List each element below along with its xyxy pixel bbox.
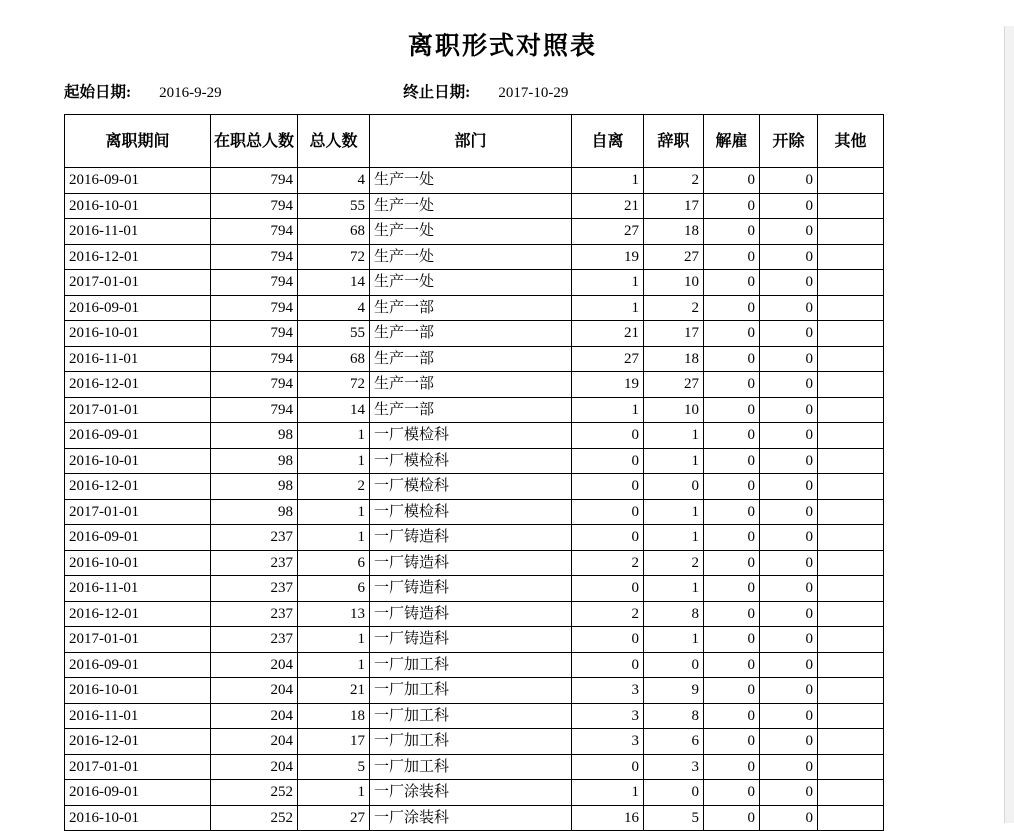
cell-self-leave: 0 [572, 652, 644, 678]
cell-expelled: 0 [760, 525, 818, 551]
cell-resign: 10 [644, 397, 704, 423]
cell-count: 5 [298, 754, 370, 780]
cell-period: 2016-11-01 [65, 703, 211, 729]
cell-other [818, 346, 884, 372]
cell-period: 2016-09-01 [65, 423, 211, 449]
end-date-label: 终止日期: [403, 84, 471, 101]
cell-period: 2016-10-01 [65, 448, 211, 474]
cell-self-leave: 0 [572, 448, 644, 474]
cell-total-employees: 794 [211, 372, 298, 398]
table-row [65, 525, 884, 551]
cell-expelled: 0 [760, 474, 818, 500]
cell-department: 一厂铸造科 [370, 576, 572, 602]
cell-total-employees: 237 [211, 601, 298, 627]
cell-total-employees: 98 [211, 423, 298, 449]
cell-count: 1 [298, 423, 370, 449]
cell-resign: 2 [644, 550, 704, 576]
cell-period: 2016-11-01 [65, 576, 211, 602]
cell-resign: 1 [644, 423, 704, 449]
cell-department: 生产一处 [370, 219, 572, 245]
cell-total-employees: 204 [211, 678, 298, 704]
cell-department: 生产一部 [370, 397, 572, 423]
cell-total-employees: 204 [211, 652, 298, 678]
end-date-value: 2017-10-29 [498, 85, 569, 101]
cell-dismissal: 0 [704, 423, 760, 449]
cell-other [818, 270, 884, 296]
cell-expelled: 0 [760, 627, 818, 653]
cell-self-leave: 3 [572, 678, 644, 704]
cell-total-employees: 794 [211, 397, 298, 423]
cell-dismissal: 0 [704, 448, 760, 474]
cell-period: 2017-01-01 [65, 754, 211, 780]
table-row [65, 346, 884, 372]
cell-period: 2016-09-01 [65, 525, 211, 551]
cell-period: 2017-01-01 [65, 627, 211, 653]
cell-resign: 1 [644, 499, 704, 525]
cell-other [818, 193, 884, 219]
table-row [65, 270, 884, 296]
table-row [65, 652, 884, 678]
cell-count: 14 [298, 397, 370, 423]
cell-dismissal: 0 [704, 678, 760, 704]
table-row [65, 321, 884, 347]
cell-period: 2016-10-01 [65, 550, 211, 576]
cell-resign: 3 [644, 754, 704, 780]
resignation-table [64, 114, 884, 831]
cell-count: 1 [298, 525, 370, 551]
column-header-dismissal: 解雇 [704, 115, 760, 168]
cell-dismissal: 0 [704, 703, 760, 729]
cell-dismissal: 0 [704, 219, 760, 245]
cell-other [818, 550, 884, 576]
cell-period: 2016-10-01 [65, 678, 211, 704]
cell-dismissal: 0 [704, 499, 760, 525]
cell-expelled: 0 [760, 397, 818, 423]
cell-count: 1 [298, 652, 370, 678]
cell-department: 一厂铸造科 [370, 525, 572, 551]
cell-self-leave: 27 [572, 219, 644, 245]
cell-period: 2016-10-01 [65, 805, 211, 831]
cell-resign: 27 [644, 244, 704, 270]
cell-dismissal: 0 [704, 270, 760, 296]
cell-other [818, 729, 884, 755]
cell-dismissal: 0 [704, 372, 760, 398]
cell-expelled: 0 [760, 168, 818, 194]
cell-total-employees: 204 [211, 729, 298, 755]
table-row [65, 219, 884, 245]
table-row [65, 474, 884, 500]
cell-expelled: 0 [760, 780, 818, 806]
cell-expelled: 0 [760, 219, 818, 245]
cell-expelled: 0 [760, 678, 818, 704]
cell-total-employees: 794 [211, 295, 298, 321]
cell-department: 生产一处 [370, 244, 572, 270]
cell-dismissal: 0 [704, 780, 760, 806]
table-row [65, 423, 884, 449]
cell-other [818, 321, 884, 347]
table-row [65, 550, 884, 576]
cell-resign: 17 [644, 321, 704, 347]
cell-resign: 0 [644, 780, 704, 806]
cell-count: 55 [298, 193, 370, 219]
cell-resign: 6 [644, 729, 704, 755]
page-title: 离职形式对照表 [407, 33, 597, 60]
cell-other [818, 576, 884, 602]
column-header-resign: 辞职 [644, 115, 704, 168]
cell-other [818, 601, 884, 627]
column-header-period: 离职期间 [65, 115, 211, 168]
cell-total-employees: 252 [211, 780, 298, 806]
cell-department: 一厂加工科 [370, 703, 572, 729]
cell-expelled: 0 [760, 703, 818, 729]
cell-total-employees: 98 [211, 474, 298, 500]
cell-other [818, 423, 884, 449]
cell-period: 2016-11-01 [65, 219, 211, 245]
cell-department: 生产一部 [370, 321, 572, 347]
cell-period: 2016-12-01 [65, 244, 211, 270]
page-scroll-gutter[interactable] [1004, 26, 1014, 823]
cell-department: 一厂加工科 [370, 678, 572, 704]
cell-resign: 0 [644, 474, 704, 500]
cell-total-employees: 98 [211, 448, 298, 474]
cell-count: 17 [298, 729, 370, 755]
cell-period: 2016-12-01 [65, 372, 211, 398]
table-row [65, 295, 884, 321]
cell-department: 生产一处 [370, 193, 572, 219]
cell-expelled: 0 [760, 576, 818, 602]
cell-total-employees: 794 [211, 244, 298, 270]
cell-other [818, 754, 884, 780]
cell-period: 2016-10-01 [65, 321, 211, 347]
cell-total-employees: 237 [211, 576, 298, 602]
cell-period: 2017-01-01 [65, 397, 211, 423]
table-row [65, 448, 884, 474]
cell-period: 2016-09-01 [65, 295, 211, 321]
cell-department: 一厂模检科 [370, 448, 572, 474]
cell-other [818, 448, 884, 474]
cell-self-leave: 1 [572, 780, 644, 806]
cell-expelled: 0 [760, 448, 818, 474]
cell-self-leave: 0 [572, 627, 644, 653]
cell-department: 生产一部 [370, 372, 572, 398]
cell-self-leave: 0 [572, 576, 644, 602]
cell-dismissal: 0 [704, 193, 760, 219]
cell-other [818, 372, 884, 398]
cell-resign: 17 [644, 193, 704, 219]
cell-expelled: 0 [760, 729, 818, 755]
cell-count: 1 [298, 627, 370, 653]
cell-self-leave: 21 [572, 193, 644, 219]
cell-self-leave: 0 [572, 499, 644, 525]
cell-period: 2016-09-01 [65, 780, 211, 806]
cell-department: 生产一部 [370, 295, 572, 321]
start-date-label: 起始日期: [64, 84, 132, 101]
table-row [65, 627, 884, 653]
cell-department: 一厂加工科 [370, 729, 572, 755]
cell-other [818, 219, 884, 245]
cell-self-leave: 19 [572, 244, 644, 270]
cell-dismissal: 0 [704, 601, 760, 627]
cell-self-leave: 0 [572, 525, 644, 551]
cell-total-employees: 794 [211, 219, 298, 245]
cell-expelled: 0 [760, 244, 818, 270]
cell-expelled: 0 [760, 805, 818, 831]
cell-resign: 1 [644, 525, 704, 551]
cell-total-employees: 794 [211, 168, 298, 194]
cell-department: 一厂涂装科 [370, 805, 572, 831]
cell-department: 一厂模检科 [370, 474, 572, 500]
cell-dismissal: 0 [704, 729, 760, 755]
start-date-value: 2016-9-29 [159, 85, 222, 101]
cell-resign: 18 [644, 219, 704, 245]
column-header-self-leave: 自离 [572, 115, 644, 168]
cell-count: 4 [298, 168, 370, 194]
cell-self-leave: 1 [572, 397, 644, 423]
cell-dismissal: 0 [704, 168, 760, 194]
cell-expelled: 0 [760, 754, 818, 780]
cell-other [818, 805, 884, 831]
cell-total-employees: 794 [211, 321, 298, 347]
cell-count: 13 [298, 601, 370, 627]
cell-period: 2016-12-01 [65, 601, 211, 627]
table-header-row [65, 115, 884, 168]
cell-department: 一厂加工科 [370, 652, 572, 678]
table-row [65, 729, 884, 755]
cell-other [818, 652, 884, 678]
cell-resign: 5 [644, 805, 704, 831]
cell-resign: 10 [644, 270, 704, 296]
cell-self-leave: 1 [572, 168, 644, 194]
cell-count: 72 [298, 372, 370, 398]
cell-total-employees: 794 [211, 346, 298, 372]
cell-self-leave: 21 [572, 321, 644, 347]
column-header-department: 部门 [370, 115, 572, 168]
cell-resign: 2 [644, 168, 704, 194]
cell-dismissal: 0 [704, 627, 760, 653]
table-row [65, 499, 884, 525]
cell-self-leave: 16 [572, 805, 644, 831]
cell-self-leave: 0 [572, 423, 644, 449]
cell-department: 生产一处 [370, 270, 572, 296]
cell-total-employees: 794 [211, 270, 298, 296]
column-header-count: 总人数 [298, 115, 370, 168]
cell-other [818, 780, 884, 806]
cell-total-employees: 252 [211, 805, 298, 831]
cell-self-leave: 27 [572, 346, 644, 372]
cell-department: 生产一处 [370, 168, 572, 194]
cell-self-leave: 1 [572, 270, 644, 296]
cell-dismissal: 0 [704, 474, 760, 500]
cell-expelled: 0 [760, 321, 818, 347]
cell-count: 6 [298, 576, 370, 602]
cell-resign: 8 [644, 601, 704, 627]
cell-resign: 9 [644, 678, 704, 704]
cell-other [818, 525, 884, 551]
cell-expelled: 0 [760, 423, 818, 449]
table-row [65, 397, 884, 423]
cell-count: 1 [298, 780, 370, 806]
table-row [65, 678, 884, 704]
cell-period: 2016-09-01 [65, 652, 211, 678]
cell-department: 一厂模检科 [370, 423, 572, 449]
cell-resign: 27 [644, 372, 704, 398]
cell-dismissal: 0 [704, 244, 760, 270]
cell-dismissal: 0 [704, 576, 760, 602]
cell-period: 2016-12-01 [65, 729, 211, 755]
cell-department: 生产一部 [370, 346, 572, 372]
cell-self-leave: 3 [572, 729, 644, 755]
cell-total-employees: 237 [211, 550, 298, 576]
table-row [65, 193, 884, 219]
cell-resign: 8 [644, 703, 704, 729]
cell-period: 2016-10-01 [65, 193, 211, 219]
column-header-total-employees: 在职总人数 [211, 115, 298, 168]
cell-dismissal: 0 [704, 346, 760, 372]
cell-self-leave: 3 [572, 703, 644, 729]
column-header-other: 其他 [818, 115, 884, 168]
cell-department: 一厂涂装科 [370, 780, 572, 806]
table-row [65, 780, 884, 806]
cell-expelled: 0 [760, 652, 818, 678]
cell-total-employees: 204 [211, 703, 298, 729]
cell-dismissal: 0 [704, 550, 760, 576]
cell-period: 2016-09-01 [65, 168, 211, 194]
cell-total-employees: 794 [211, 193, 298, 219]
cell-dismissal: 0 [704, 805, 760, 831]
cell-dismissal: 0 [704, 295, 760, 321]
cell-period: 2016-11-01 [65, 346, 211, 372]
cell-department: 一厂铸造科 [370, 550, 572, 576]
cell-self-leave: 2 [572, 550, 644, 576]
table-row [65, 703, 884, 729]
cell-count: 68 [298, 346, 370, 372]
cell-expelled: 0 [760, 601, 818, 627]
cell-self-leave: 19 [572, 372, 644, 398]
cell-department: 一厂铸造科 [370, 601, 572, 627]
cell-expelled: 0 [760, 193, 818, 219]
cell-self-leave: 0 [572, 474, 644, 500]
cell-period: 2017-01-01 [65, 270, 211, 296]
cell-dismissal: 0 [704, 652, 760, 678]
table-row [65, 244, 884, 270]
cell-other [818, 499, 884, 525]
table-row [65, 372, 884, 398]
column-header-expelled: 开除 [760, 115, 818, 168]
cell-department: 一厂铸造科 [370, 627, 572, 653]
cell-other [818, 678, 884, 704]
cell-count: 1 [298, 448, 370, 474]
cell-expelled: 0 [760, 270, 818, 296]
cell-dismissal: 0 [704, 754, 760, 780]
cell-count: 72 [298, 244, 370, 270]
cell-resign: 1 [644, 576, 704, 602]
cell-count: 4 [298, 295, 370, 321]
cell-other [818, 397, 884, 423]
cell-other [818, 703, 884, 729]
cell-self-leave: 0 [572, 754, 644, 780]
table-row [65, 168, 884, 194]
cell-count: 2 [298, 474, 370, 500]
cell-other [818, 474, 884, 500]
table-row [65, 601, 884, 627]
cell-total-employees: 98 [211, 499, 298, 525]
cell-resign: 0 [644, 652, 704, 678]
cell-count: 55 [298, 321, 370, 347]
cell-total-employees: 237 [211, 525, 298, 551]
table-row [65, 805, 884, 831]
cell-expelled: 0 [760, 550, 818, 576]
cell-self-leave: 2 [572, 601, 644, 627]
table-body [65, 168, 884, 831]
cell-expelled: 0 [760, 372, 818, 398]
cell-expelled: 0 [760, 295, 818, 321]
cell-expelled: 0 [760, 499, 818, 525]
cell-dismissal: 0 [704, 525, 760, 551]
cell-count: 68 [298, 219, 370, 245]
table-header [65, 115, 884, 168]
cell-count: 14 [298, 270, 370, 296]
table-row [65, 576, 884, 602]
cell-other [818, 295, 884, 321]
cell-count: 18 [298, 703, 370, 729]
cell-count: 27 [298, 805, 370, 831]
cell-self-leave: 1 [572, 295, 644, 321]
cell-other [818, 168, 884, 194]
cell-department: 一厂模检科 [370, 499, 572, 525]
cell-resign: 2 [644, 295, 704, 321]
cell-count: 6 [298, 550, 370, 576]
cell-dismissal: 0 [704, 321, 760, 347]
cell-expelled: 0 [760, 346, 818, 372]
report-page [0, 26, 1014, 826]
cell-department: 一厂加工科 [370, 754, 572, 780]
cell-resign: 1 [644, 627, 704, 653]
cell-dismissal: 0 [704, 397, 760, 423]
cell-count: 21 [298, 678, 370, 704]
cell-total-employees: 237 [211, 627, 298, 653]
cell-count: 1 [298, 499, 370, 525]
cell-other [818, 627, 884, 653]
table-row [65, 754, 884, 780]
cell-total-employees: 204 [211, 754, 298, 780]
date-filter-row [0, 80, 1014, 102]
cell-resign: 1 [644, 448, 704, 474]
cell-period: 2017-01-01 [65, 499, 211, 525]
cell-period: 2016-12-01 [65, 474, 211, 500]
cell-other [818, 244, 884, 270]
cell-resign: 18 [644, 346, 704, 372]
